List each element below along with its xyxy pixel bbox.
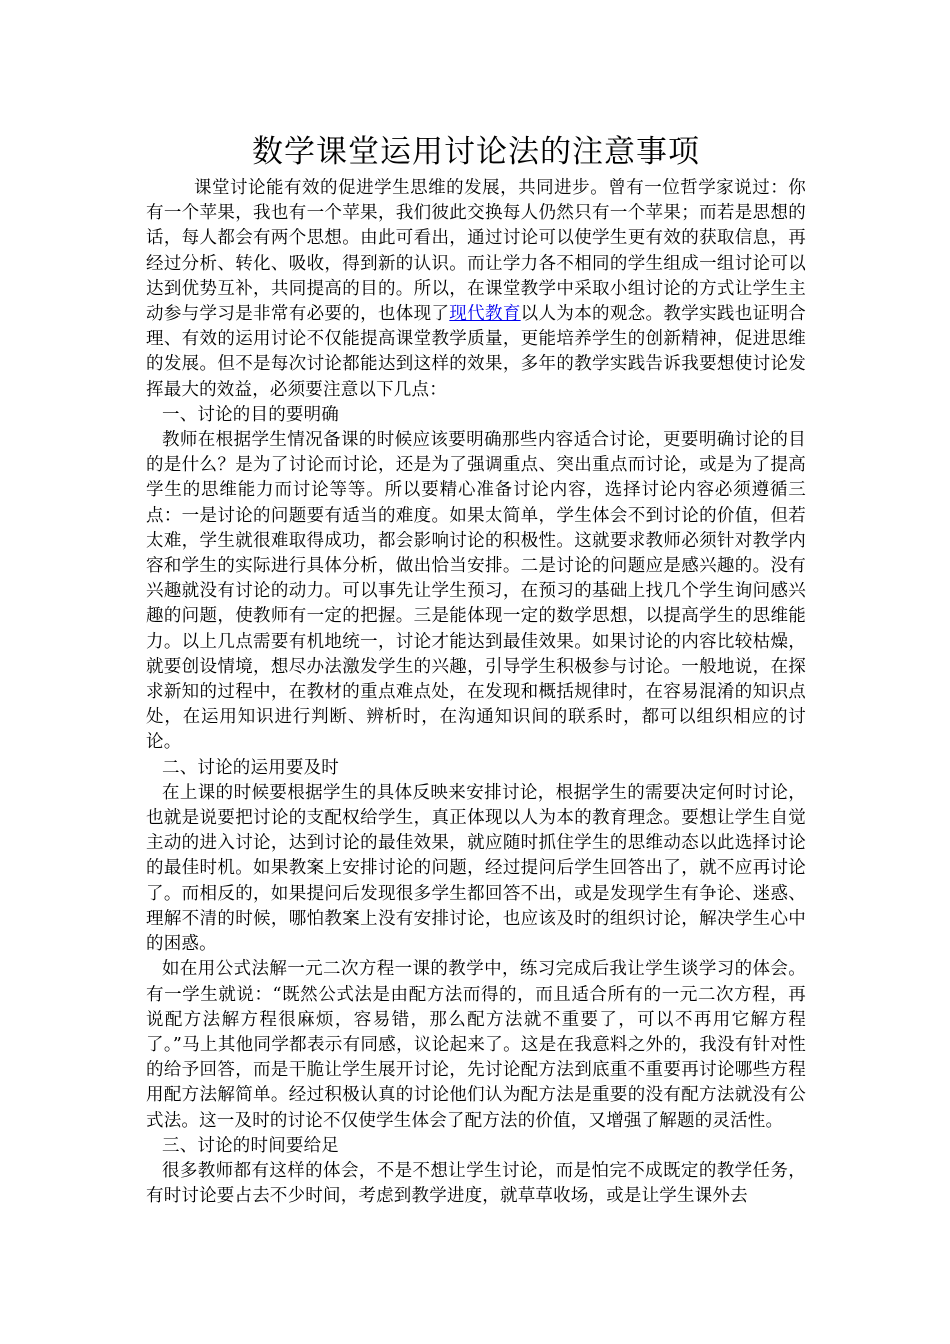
section2-heading: 二、讨论的运用要及时	[162, 757, 339, 778]
document-title: 数学课堂运用讨论法的注意事项	[252, 134, 700, 170]
section3-paragraph: 很多教师都有这样的体会，不是不想让学生讨论，而是怕完不成既定的教学任务，有时讨论要占去不少时间，考虑到教学进度，就草草收场，或是让学生课外去	[146, 1160, 806, 1207]
intro-text-after-link: 以人为本的观念。教学实践也证明合理、有效的运用讨论不仅能提高课堂教学质量，更能培养学生的创新精神，促进思维的发展。但不是每次讨论都能达到这样的效果，多年的教学实践告诉我要想使讨论发挥最大的效益，必须要注意以下几点：	[146, 304, 806, 400]
section1-heading: 一、讨论的目的要明确	[162, 404, 339, 425]
section3-heading: 三、讨论的时间要给足	[162, 1135, 339, 1156]
intro-paragraph	[146, 176, 806, 403]
section1-paragraph: 教师在根据学生情况备课的时候应该要明确那些内容适合讨论，更要明确讨论的目的是什么？是为了讨论而讨论，还是为了强调重点、突出重点而讨论，或是为了提高学生的思维能力而讨论等等。所以要精心准备讨论内容，选择讨论内容必须遵循三点：一是讨论的问题要有适当的难度。如果太简单，学生体会不到讨论的价值，但若太难，学生就很难取得成功，都会影响讨论的积极性。这就要求教师必须针对教学内容和学生的实际进行具体分析，做出恰当安排。二是讨论的问题应是感兴趣的。没有兴趣就没有讨论的动力。可以事先让学生预习，在预习的基础上找几个学生询问感兴趣的问题，使教师有一定的把握。三是能体现一定的数学思想，以提高学生的思维能力。以上几点需要有机地统一，讨论才能达到最佳效果。如果讨论的内容比较枯燥，就要创设情境，想尽办法激发学生的兴趣，引导学生积极参与讨论。一般地说，在探求新知的过程中，在教材的重点难点处，在发现和概括规律时，在容易混淆的知识点处，在运用知识进行判断、辨析时，在沟通知识间的联系时，都可以组织相应的讨论。	[146, 430, 806, 753]
document-page	[146, 128, 806, 1209]
section2-paragraph-2: 如在用公式法解一元二次方程一课的教学中，练习完成后我让学生谈学习的体会。有一学生就说：“既然公式法是由配方法而得的，而且适合所有的一元二次方程，再说配方法解方程很麻烦，容易错，那么配方法就不重要了，可以不再用它解方程了。”马上其他同学都表示有同感，议论起来了。这是在我意料之外的，我没有针对性的给予回答，而是干脆让学生展开讨论，先讨论配方法到底重不重要再讨论哪些方程用配方法解简单。经过积极认真的讨论他们认为配方法是重要的没有配方法就没有公式法。这一及时的讨论不仅使学生体会了配方法的价值，又增强了解题的灵活性。	[146, 959, 806, 1131]
intro-text-before-link: 课堂讨论能有效的促进学生思维的发展，共同进步。曾有一位哲学家说过：你有一个苹果，我也有一个苹果，我们彼此交换每人仍然只有一个苹果；而若是思想的话，每人都会有两个思想。由此可看出，通过讨论可以使学生更有效的获取信息，再经过分析、转化、吸收，得到新的认识。而让学力各不相同的学生组成一组讨论可以达到优势互补，共同提高的目的。所以，在课堂教学中采取小组讨论的方式让学生主动参与学习是非常有必要的，也体现了	[146, 178, 806, 325]
modern-education-link[interactable]: 现代教育	[449, 304, 521, 325]
section2-paragraph-1: 在上课的时候要根据学生的具体反映来安排讨论，根据学生的需要决定何时讨论，也就是说要把讨论的支配权给学生，真正体现以人为本的教育理念。要想让学生自觉主动的进入讨论，达到讨论的最佳效果，就应随时抓住学生的思维动态以此选择讨论的最佳时机。如果教案上安排讨论的问题，经过提问后学生回答出了，就不应再讨论了。而相反的，如果提问后发现很多学生都回答不出，或是发现学生有争论、迷惑、理解不清的时候，哪怕教案上没有安排讨论，也应该及时的组织讨论，解决学生心中的困惑。	[146, 782, 806, 955]
